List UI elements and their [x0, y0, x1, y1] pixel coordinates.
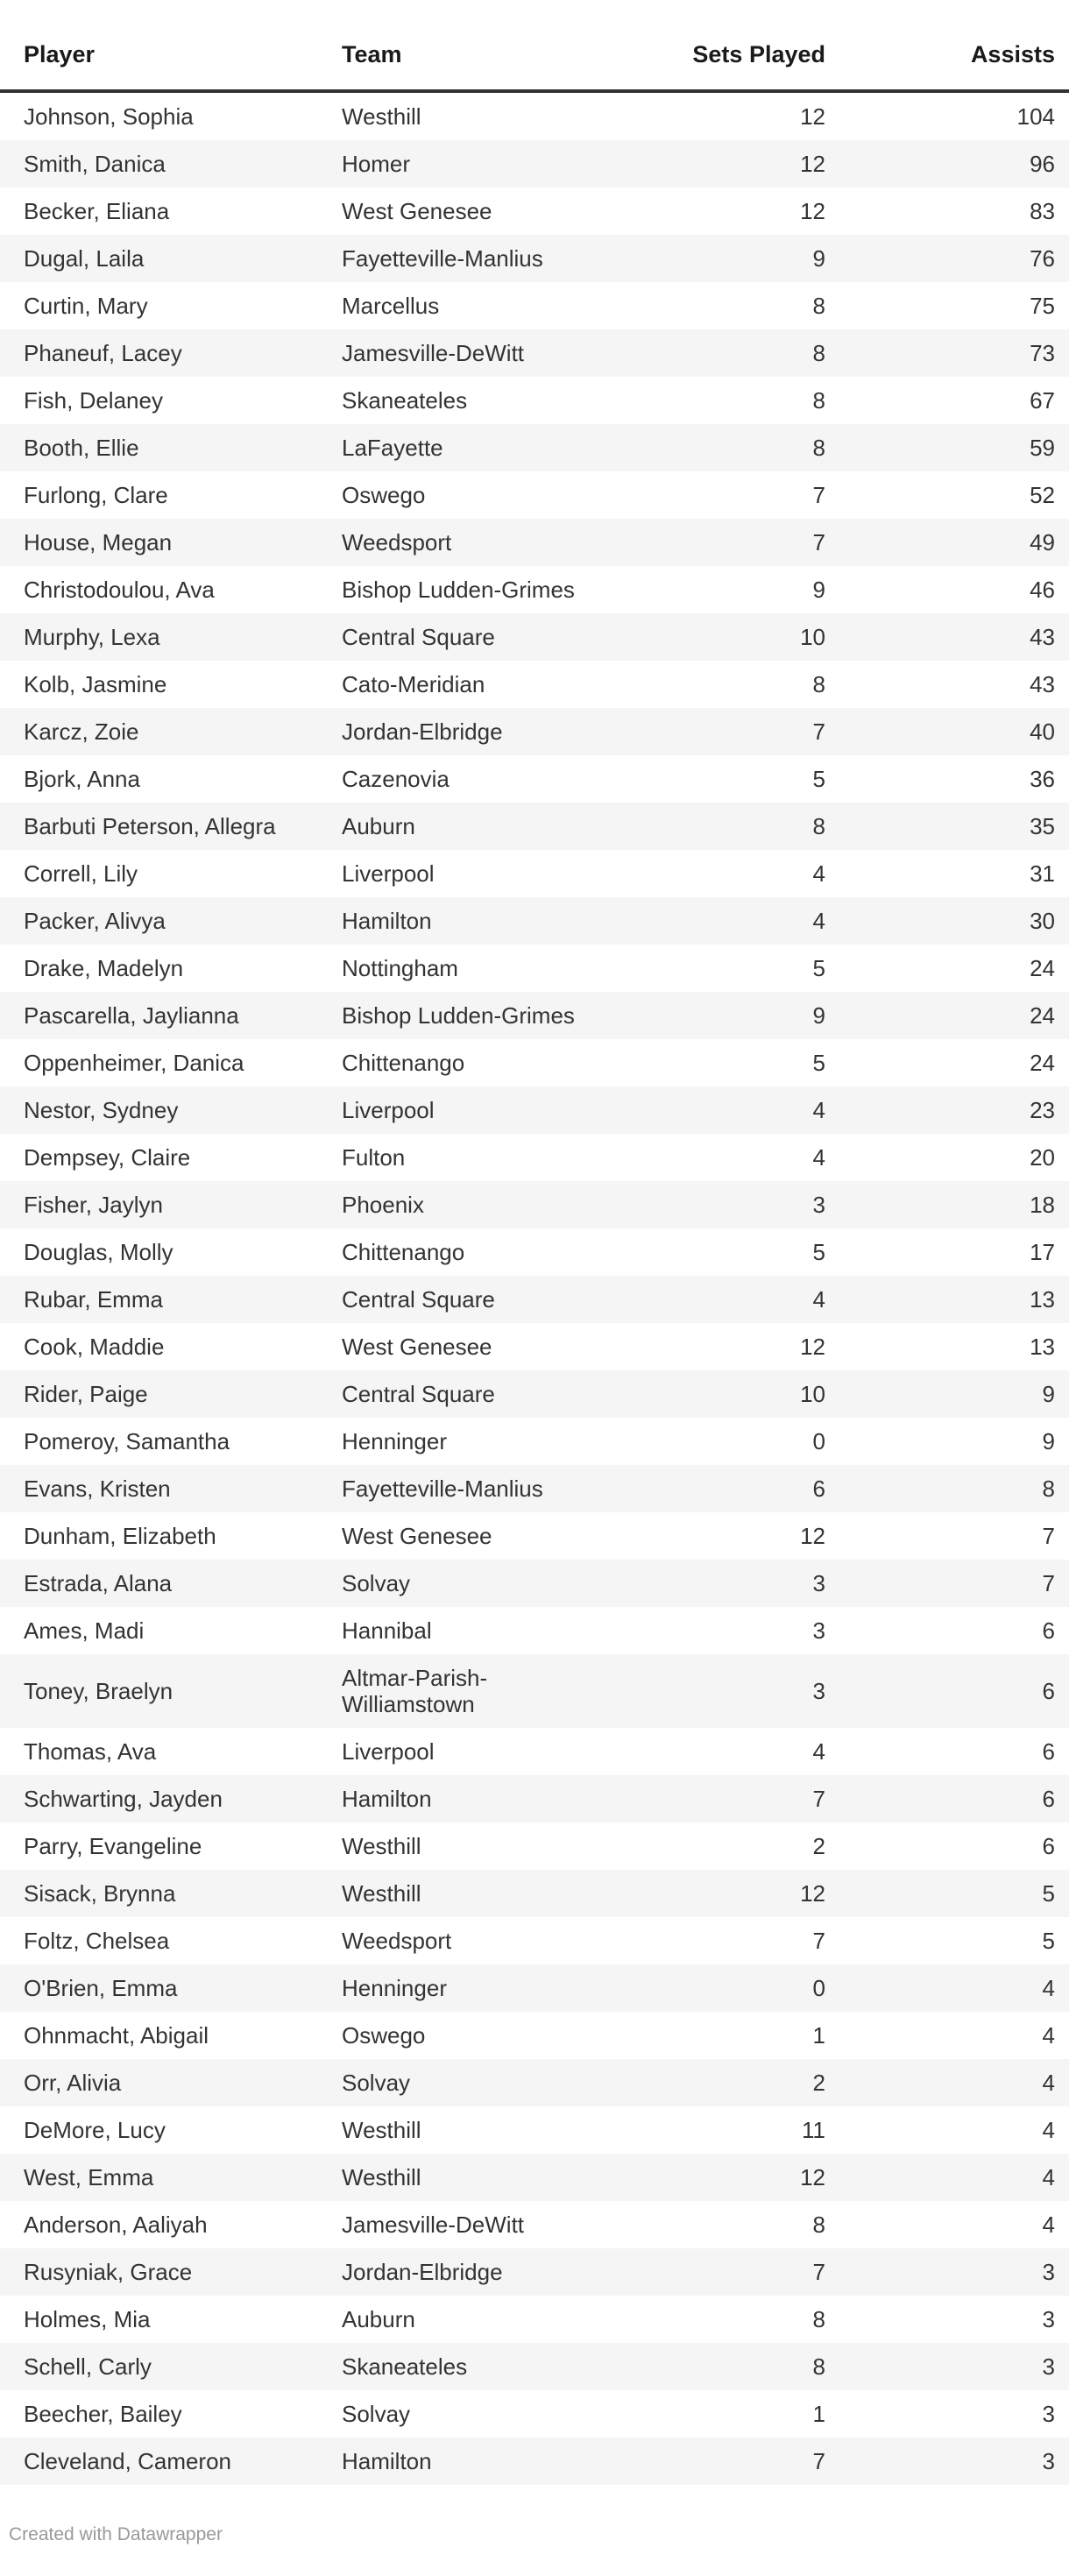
- column-header-team: Team: [287, 0, 613, 91]
- table-row: [0, 1964, 1069, 2012]
- table-row: [0, 2201, 1069, 2248]
- team-cell: Homer: [342, 151, 411, 177]
- table-row: [0, 1917, 1069, 1964]
- assists-cell: 8: [1042, 1476, 1055, 1502]
- team-cell: Westhill: [342, 2117, 421, 2143]
- sets-played-cell: 5: [812, 955, 825, 981]
- team-cell: Henninger: [342, 1975, 447, 2001]
- sets-played-cell: 9: [812, 577, 825, 603]
- player-cell: House, Megan: [24, 529, 173, 556]
- table-row: [0, 2012, 1069, 2059]
- sets-played-cell: 7: [812, 1786, 825, 1812]
- team-cell: Bishop Ludden-Grimes: [342, 1002, 575, 1029]
- player-cell: DeMore, Lucy: [24, 2117, 166, 2143]
- assists-cell: 30: [1030, 908, 1055, 934]
- team-cell: Bishop Ludden-Grimes: [342, 577, 575, 603]
- team-cell: West Genesee: [342, 1523, 492, 1549]
- team-cell: Westhill: [342, 1833, 421, 1859]
- team-cell: Liverpool: [342, 1097, 435, 1123]
- assists-cell: 7: [1042, 1523, 1055, 1549]
- assists-cell: 3: [1042, 2448, 1055, 2474]
- sets-played-cell: 2: [812, 2070, 825, 2096]
- assists-cell: 36: [1030, 766, 1055, 792]
- assists-cell: 3: [1042, 2259, 1055, 2285]
- sets-played-cell: 6: [812, 1476, 825, 1502]
- player-cell: Christodoulou, Ava: [24, 577, 215, 603]
- sets-played-cell: 4: [812, 908, 825, 934]
- team-cell: Liverpool: [342, 860, 435, 887]
- assists-cell: 13: [1030, 1334, 1055, 1360]
- assists-cell: 6: [1042, 1617, 1055, 1644]
- assists-cell: 4: [1042, 2022, 1055, 2049]
- sets-played-cell: 7: [812, 482, 825, 508]
- player-cell: Pomeroy, Samantha: [24, 1428, 230, 1454]
- player-cell: Pascarella, Jaylianna: [24, 1002, 239, 1029]
- table-row: [0, 1654, 1069, 1728]
- table-row: [0, 2059, 1069, 2106]
- assists-cell: 83: [1030, 198, 1055, 224]
- table-body: [0, 91, 1069, 2485]
- assists-cell: 9: [1042, 1428, 1055, 1454]
- sets-played-cell: 7: [812, 2259, 825, 2285]
- player-cell: Drake, Madelyn: [24, 955, 184, 981]
- assists-cell: 18: [1030, 1192, 1055, 1218]
- team-cell: LaFayette: [342, 435, 443, 461]
- team-cell: Solvay: [342, 1570, 411, 1596]
- sets-played-cell: 12: [800, 2164, 825, 2190]
- team-cell: Solvay: [342, 2401, 411, 2427]
- table-row: [0, 235, 1069, 282]
- table-row: [0, 1728, 1069, 1775]
- table-row: [0, 329, 1069, 377]
- assists-cell: 4: [1042, 2164, 1055, 2190]
- team-cell: Phoenix: [342, 1192, 424, 1218]
- player-cell: Cleveland, Cameron: [24, 2448, 232, 2474]
- team-cell: Liverpool: [342, 1738, 435, 1765]
- table-row: [0, 1323, 1069, 1370]
- team-cell: Central Square: [342, 1286, 495, 1313]
- team-cell: Solvay: [342, 2070, 411, 2096]
- team-cell: Westhill: [342, 103, 421, 130]
- column-header-sets-played: Sets Played: [613, 0, 832, 91]
- player-cell: O'Brien, Emma: [24, 1975, 178, 2001]
- player-cell: Beecher, Bailey: [24, 2401, 182, 2427]
- team-cell: Jordan-Elbridge: [342, 718, 503, 745]
- sets-played-cell: 4: [812, 1144, 825, 1171]
- sets-played-cell: 8: [812, 2306, 825, 2332]
- sets-played-cell: 8: [812, 671, 825, 697]
- team-cell: Jamesville-DeWitt: [342, 2212, 525, 2238]
- team-cell: Hamilton: [342, 1786, 432, 1812]
- table-row: [0, 708, 1069, 755]
- assists-cell: 6: [1042, 1833, 1055, 1859]
- table-row: [0, 1370, 1069, 1418]
- assists-cell: 3: [1042, 2401, 1055, 2427]
- team-cell: Auburn: [342, 813, 415, 839]
- assists-cell: 3: [1042, 2353, 1055, 2380]
- column-header-assists: Assists: [832, 0, 1069, 91]
- table-row: [0, 1775, 1069, 1822]
- player-cell: Nestor, Sydney: [24, 1097, 179, 1123]
- player-cell: Ohnmacht, Abigail: [24, 2022, 209, 2049]
- table-row: [0, 1560, 1069, 1607]
- table-row: [0, 2248, 1069, 2296]
- team-cell: Hannibal: [342, 1617, 432, 1644]
- table-row: [0, 613, 1069, 661]
- player-cell: Evans, Kristen: [24, 1476, 171, 1502]
- table-header: [0, 0, 1069, 91]
- team-cell: Oswego: [342, 482, 426, 508]
- table-row: [0, 424, 1069, 471]
- team-cell: Weedsport: [342, 529, 452, 556]
- assists-cell: 35: [1030, 813, 1055, 839]
- table-row: [0, 566, 1069, 613]
- assists-cell: 9: [1042, 1381, 1055, 1407]
- assists-cell: 24: [1030, 1050, 1055, 1076]
- sets-played-cell: 12: [800, 1880, 825, 1907]
- team-cell: Chittenango: [342, 1239, 465, 1265]
- assists-cell: 104: [1016, 103, 1055, 130]
- table-row: [0, 992, 1069, 1039]
- team-cell: Fulton: [342, 1144, 406, 1171]
- assists-cell: 40: [1030, 718, 1055, 745]
- player-cell: Cook, Maddie: [24, 1334, 165, 1360]
- player-cell: Estrada, Alana: [24, 1570, 173, 1596]
- column-header-player: Player: [0, 0, 287, 91]
- team-cell: West Genesee: [342, 1334, 492, 1360]
- assists-cell: 52: [1030, 482, 1055, 508]
- sets-played-cell: 4: [812, 1286, 825, 1313]
- assists-cell: 43: [1030, 624, 1055, 650]
- assists-cell: 6: [1042, 1738, 1055, 1765]
- player-cell: Dunham, Elizabeth: [24, 1523, 216, 1549]
- player-cell: Packer, Alivya: [24, 908, 166, 934]
- player-cell: West, Emma: [24, 2164, 154, 2190]
- assists-cell: 73: [1030, 340, 1055, 366]
- assists-cell: 6: [1042, 1786, 1055, 1812]
- sets-played-cell: 3: [812, 1570, 825, 1596]
- table-row: [0, 2438, 1069, 2485]
- player-cell: Murphy, Lexa: [24, 624, 160, 650]
- sets-played-cell: 12: [800, 103, 825, 130]
- player-cell: Smith, Danica: [24, 151, 166, 177]
- assists-cell: 17: [1030, 1239, 1055, 1265]
- team-cell: Auburn: [342, 2306, 415, 2332]
- team-cell: Fayetteville-Manlius: [342, 245, 543, 272]
- assists-cell: 13: [1030, 1286, 1055, 1313]
- sets-played-cell: 11: [802, 2117, 825, 2143]
- assists-cell: 67: [1030, 387, 1055, 414]
- sets-played-cell: 9: [812, 1002, 825, 1029]
- team-cell: Jamesville-DeWitt: [342, 340, 525, 366]
- player-cell: Rusyniak, Grace: [24, 2259, 193, 2285]
- assists-cell: 75: [1030, 293, 1055, 319]
- table-header-row: [0, 0, 1069, 91]
- sets-played-cell: 1: [812, 2022, 825, 2049]
- table-row: [0, 471, 1069, 519]
- table-row: [0, 377, 1069, 424]
- table-row: [0, 1228, 1069, 1276]
- table-row: [0, 188, 1069, 235]
- player-cell: Dempsey, Claire: [24, 1144, 191, 1171]
- team-cell: Hamilton: [342, 2448, 432, 2474]
- sets-played-cell: 3: [812, 1617, 825, 1644]
- player-cell: Foltz, Chelsea: [24, 1928, 170, 1954]
- table-row: [0, 1086, 1069, 1134]
- player-cell: Douglas, Molly: [24, 1239, 173, 1265]
- player-cell: Curtin, Mary: [24, 293, 148, 319]
- player-cell: Rider, Paige: [24, 1381, 148, 1407]
- sets-played-cell: 12: [800, 1334, 825, 1360]
- player-cell: Becker, Eliana: [24, 198, 170, 224]
- assists-cell: 20: [1030, 1144, 1055, 1171]
- team-cell: Altmar-Parish-Williamstown: [342, 1665, 488, 1717]
- assists-cell: 3: [1042, 2306, 1055, 2332]
- datawrapper-credit: Created with Datawrapper: [9, 2524, 223, 2544]
- team-cell: Cazenovia: [342, 766, 450, 792]
- table-row: [0, 2296, 1069, 2343]
- sets-played-cell: 7: [812, 718, 825, 745]
- team-cell: Hamilton: [342, 908, 432, 934]
- sets-played-cell: 1: [812, 2401, 825, 2427]
- player-cell: Schell, Carly: [24, 2353, 152, 2380]
- table-row: [0, 755, 1069, 803]
- sets-played-cell: 4: [812, 1738, 825, 1765]
- table-row: [0, 1181, 1069, 1228]
- player-cell: Rubar, Emma: [24, 1286, 163, 1313]
- player-cell: Thomas, Ava: [24, 1738, 157, 1765]
- team-cell: Nottingham: [342, 955, 458, 981]
- table-row: [0, 1607, 1069, 1654]
- team-cell: Jordan-Elbridge: [342, 2259, 503, 2285]
- team-cell: Weedsport: [342, 1928, 452, 1954]
- table-row: [0, 1822, 1069, 1870]
- team-cell: Westhill: [342, 2164, 421, 2190]
- sets-played-cell: 4: [812, 860, 825, 887]
- table-row: [0, 1418, 1069, 1465]
- table-row: [0, 2154, 1069, 2201]
- team-cell: Central Square: [342, 624, 495, 650]
- table-row: [0, 2390, 1069, 2438]
- player-cell: Kolb, Jasmine: [24, 671, 167, 697]
- assists-cell: 7: [1042, 1570, 1055, 1596]
- sets-played-cell: 0: [812, 1428, 825, 1454]
- sets-played-cell: 7: [812, 529, 825, 556]
- assists-cell: 59: [1030, 435, 1055, 461]
- player-cell: Karcz, Zoie: [24, 718, 139, 745]
- sets-played-cell: 5: [812, 1050, 825, 1076]
- sets-played-cell: 2: [812, 1833, 825, 1859]
- team-cell: Henninger: [342, 1428, 447, 1454]
- assists-cell: 46: [1030, 577, 1055, 603]
- sets-played-cell: 3: [812, 1192, 825, 1218]
- table-row: [0, 1039, 1069, 1086]
- player-cell: Ames, Madi: [24, 1617, 145, 1644]
- sets-played-cell: 8: [812, 813, 825, 839]
- table-row: [0, 2343, 1069, 2390]
- assists-cell: 4: [1042, 1975, 1055, 2001]
- assists-cell: 31: [1030, 860, 1055, 887]
- assists-cell: 4: [1042, 2212, 1055, 2238]
- assists-cell: 23: [1030, 1097, 1055, 1123]
- assists-cell: 76: [1030, 245, 1055, 272]
- player-cell: Sisack, Brynna: [24, 1880, 176, 1907]
- table-row: [0, 519, 1069, 566]
- table-row: [0, 1276, 1069, 1323]
- table-row: [0, 1134, 1069, 1181]
- table-row: [0, 1870, 1069, 1917]
- team-cell: Marcellus: [342, 293, 440, 319]
- team-cell: Cato-Meridian: [342, 671, 485, 697]
- table-row: [0, 803, 1069, 850]
- assists-cell: 43: [1030, 671, 1055, 697]
- sets-played-cell: 10: [800, 1381, 825, 1407]
- assists-cell: 4: [1042, 2070, 1055, 2096]
- team-cell: West Genesee: [342, 198, 492, 224]
- sets-played-cell: 12: [800, 1523, 825, 1549]
- sets-played-cell: 10: [800, 624, 825, 650]
- player-cell: Furlong, Clare: [24, 482, 168, 508]
- player-cell: Toney, Braelyn: [24, 1678, 173, 1704]
- player-cell: Bjork, Anna: [24, 766, 140, 792]
- assists-cell: 96: [1030, 151, 1055, 177]
- sets-played-cell: 8: [812, 2212, 825, 2238]
- table-row: [0, 897, 1069, 945]
- player-cell: Dugal, Laila: [24, 245, 145, 272]
- table-row: [0, 140, 1069, 188]
- player-cell: Holmes, Mia: [24, 2306, 151, 2332]
- assists-cell: 4: [1042, 2117, 1055, 2143]
- player-cell: Booth, Ellie: [24, 435, 139, 461]
- sets-played-cell: 8: [812, 340, 825, 366]
- sets-played-cell: 8: [812, 2353, 825, 2380]
- table-row: [0, 850, 1069, 897]
- assists-cell: 5: [1042, 1880, 1055, 1907]
- team-cell: Skaneateles: [342, 387, 468, 414]
- team-cell: Westhill: [342, 1880, 421, 1907]
- table-row: [0, 91, 1069, 140]
- assists-cell: 24: [1030, 1002, 1055, 1029]
- team-cell: Central Square: [342, 1381, 495, 1407]
- player-cell: Fisher, Jaylyn: [24, 1192, 163, 1218]
- player-cell: Schwarting, Jayden: [24, 1786, 223, 1812]
- sets-played-cell: 12: [800, 198, 825, 224]
- table-row: [0, 1465, 1069, 1512]
- sets-played-cell: 12: [800, 151, 825, 177]
- player-cell: Barbuti Peterson, Allegra: [24, 813, 276, 839]
- player-cell: Parry, Evangeline: [24, 1833, 202, 1859]
- sets-played-cell: 5: [812, 1239, 825, 1265]
- table-row: [0, 282, 1069, 329]
- player-cell: Orr, Alivia: [24, 2070, 122, 2096]
- sets-played-cell: 3: [812, 1678, 825, 1704]
- sets-played-cell: 5: [812, 766, 825, 792]
- table-row: [0, 945, 1069, 992]
- table-row: [0, 661, 1069, 708]
- player-cell: Johnson, Sophia: [24, 103, 194, 130]
- assists-cell: 49: [1030, 529, 1055, 556]
- sets-played-cell: 4: [812, 1097, 825, 1123]
- sets-played-cell: 7: [812, 1928, 825, 1954]
- sets-played-cell: 0: [812, 1975, 825, 2001]
- sets-played-cell: 8: [812, 435, 825, 461]
- table-row: [0, 1512, 1069, 1560]
- sets-played-cell: 8: [812, 293, 825, 319]
- player-cell: Anderson, Aaliyah: [24, 2212, 208, 2238]
- table-row: [0, 2106, 1069, 2154]
- player-cell: Phaneuf, Lacey: [24, 340, 182, 366]
- assists-cell: 6: [1042, 1678, 1055, 1704]
- team-cell: Fayetteville-Manlius: [342, 1476, 543, 1502]
- player-cell: Fish, Delaney: [24, 387, 163, 414]
- team-cell: Oswego: [342, 2022, 426, 2049]
- player-cell: Oppenheimer, Danica: [24, 1050, 244, 1076]
- team-cell: Chittenango: [342, 1050, 465, 1076]
- sets-played-cell: 9: [812, 245, 825, 272]
- sets-played-cell: 7: [812, 2448, 825, 2474]
- assists-cell: 24: [1030, 955, 1055, 981]
- sets-played-cell: 8: [812, 387, 825, 414]
- team-cell: Skaneateles: [342, 2353, 468, 2380]
- player-cell: Correll, Lily: [24, 860, 138, 887]
- assists-cell: 5: [1042, 1928, 1055, 1954]
